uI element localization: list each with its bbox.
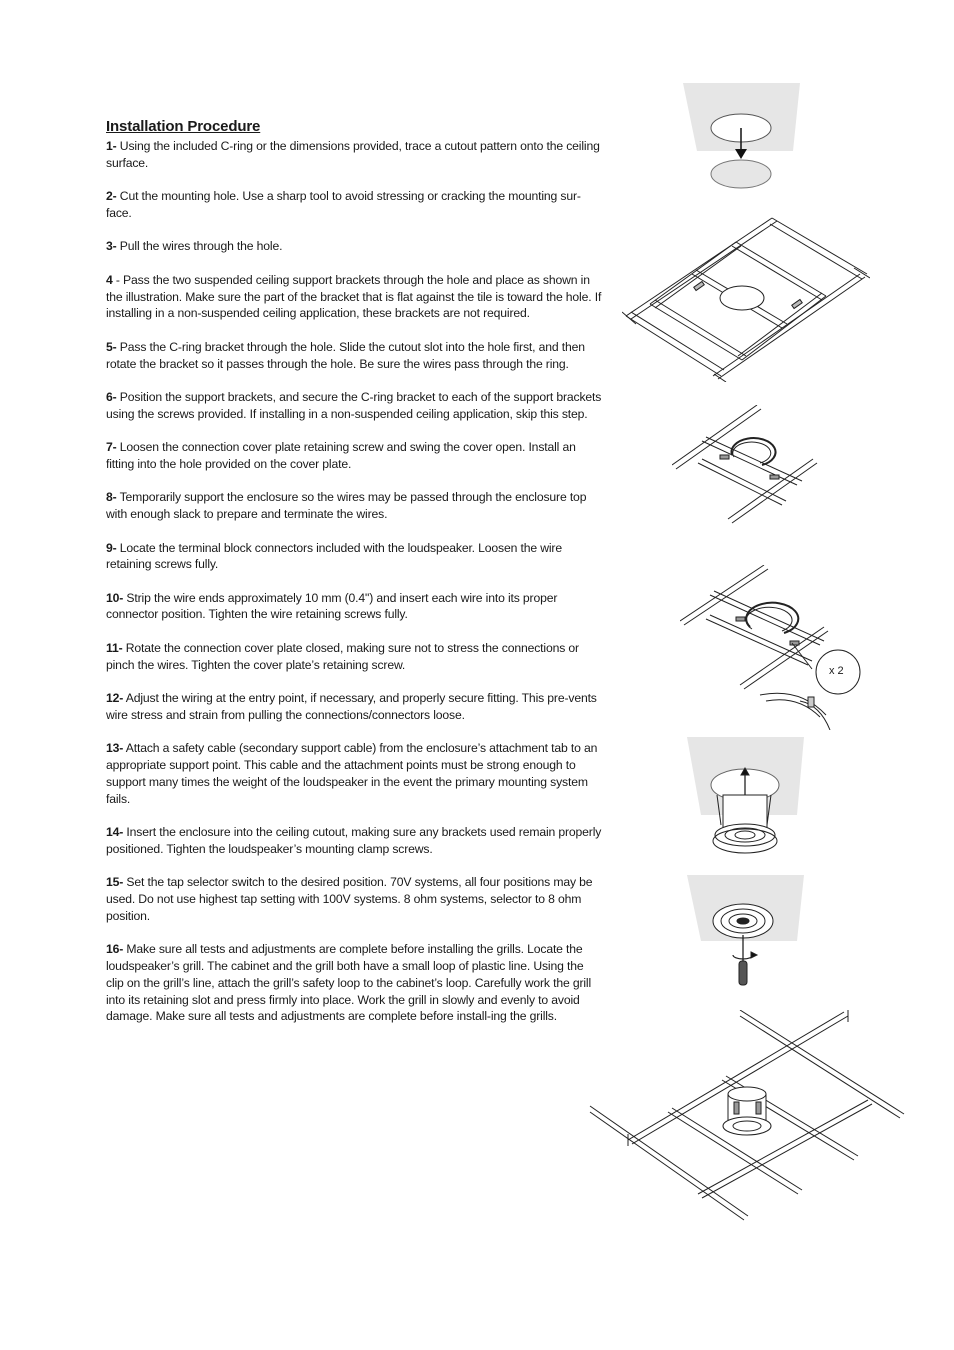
step-text: Temporarily support the enclosure so the wires may be passed through the enclosure top with enough slack to prepare and terminate the wires. xyxy=(106,490,587,522)
step-text: Loosen the connection cover plate retaining screw and swing the cover open. Install an fitting into the hole provided on the cover plate. xyxy=(106,440,576,471)
section-title: Installation Procedure xyxy=(106,118,261,135)
step-number: 3- xyxy=(106,239,117,254)
step-number: 12- xyxy=(106,691,124,706)
step-15 xyxy=(106,874,602,924)
step-11 xyxy=(106,640,602,674)
step-number: 4 xyxy=(106,272,113,287)
step-number: 7- xyxy=(106,440,117,455)
figure-tighten-screws xyxy=(687,875,805,993)
step-text: Using the included C-ring or the dimensions provided, trace a cutout pattern onto the ceiling surface. xyxy=(106,139,600,170)
step-text: Make sure all tests and adjustments are complete before installing the grills. Locate the loudspeaker’s grill. The cabinet and the grill both have a small loop of plastic line. Using the clip on the grill’s line, attach the grill’s safety loop to the cabinet’s loop. Carefully work the grill into its retaining slot and press firmly into place. Work the grill in slowly and evenly to avoid damage. Make sure all tests and adjustments are complete before install-ing the grills. xyxy=(106,942,592,1024)
step-7 xyxy=(106,439,602,473)
screw-count-label: x 2 xyxy=(829,665,844,677)
step-13 xyxy=(106,740,602,807)
step-14 xyxy=(106,824,602,858)
step-9 xyxy=(106,540,602,574)
step-number: 9- xyxy=(106,540,117,555)
step-text: Locate the terminal block connectors included with the loudspeaker. Loosen the wire retaining screws fully. xyxy=(106,540,562,572)
step-text: Pull the wires through the hole. xyxy=(119,239,283,254)
step-text: Position the support brackets, and secure the C-ring bracket to each of the support brackets using the screws provided. If installing in a non-suspended ceiling application, skip this step. xyxy=(106,389,602,421)
step-3 xyxy=(106,238,602,255)
step-number: 15- xyxy=(106,875,124,890)
step-number: 1- xyxy=(106,139,117,153)
step-number: 2- xyxy=(106,189,117,204)
step-4 xyxy=(106,272,602,322)
figure-cut-hole xyxy=(683,83,801,193)
figure-c-ring xyxy=(672,405,822,525)
step-16 xyxy=(106,941,602,1025)
step-text: Insert the enclosure into the ceiling cutout, making sure any brackets used remain properly positioned. Tighten the loudspeaker’s mounting clamp screws. xyxy=(106,825,602,856)
step-text: Adjust the wiring at the entry point, if necessary, and properly secure fitting. This pre-vents wire stress and strain from pulling the connections/connectors loose. xyxy=(106,691,597,722)
step-text: Attach a safety cable (secondary support cable) from the enclosure’s attachment tab to an appropriate support point. This cable and the attachment points must be strong enough to support many times the weight of the loudspeaker in the event the primary mounting system fails. xyxy=(106,741,598,806)
step-8 xyxy=(106,489,602,523)
step-6 xyxy=(106,389,602,423)
step-number: 16- xyxy=(106,942,124,957)
figure-support-brackets xyxy=(622,216,870,382)
figure-installed-speaker xyxy=(588,1010,908,1222)
step-2 xyxy=(106,188,602,222)
step-number: 11- xyxy=(106,640,123,655)
step-text: Set the tap selector switch to the desired position. 70V systems, all four positions may be used. Do not use highest tap setting with 100V systems. 8 ohm systems, selector to 8 ohm position. xyxy=(106,875,593,923)
step-10 xyxy=(106,590,602,624)
instructions-column xyxy=(106,117,602,1042)
step-number: 14- xyxy=(106,825,124,840)
step-number: 5- xyxy=(106,339,117,354)
step-text: Pass the C-ring bracket through the hole. Slide the cutout slot into the hole first, and then rotate the bracket so it passes through the hole. Be sure the wires pass through the ring. xyxy=(106,339,585,371)
figure-secure-screws xyxy=(680,565,864,730)
step-number: 10- xyxy=(106,590,124,605)
step-text: Strip the wire ends approximately 10 mm (0.4") and insert each wire into its proper connector position. Tighten the wire retaining screws fully. xyxy=(106,590,558,622)
step-text: - Pass the two suspended ceiling support brackets through the hole and place as shown in the illustration. Make sure the part of the bracket that is flat against the tile is toward the hole. If installing in a non-suspended ceiling application, these brackets are not required. xyxy=(106,272,602,321)
figure-enclosure-wires xyxy=(687,737,805,855)
step-number: 6- xyxy=(106,389,117,404)
steps-list xyxy=(106,138,602,1025)
step-12 xyxy=(106,690,602,724)
step-text: Cut the mounting hole. Use a sharp tool to avoid stressing or cracking the mounting sur-face. xyxy=(106,189,581,220)
step-text: Rotate the connection cover plate closed, making sure not to stress the connections or pinch the wires. Tighten the cover plate’s retaining screw. xyxy=(106,640,579,672)
step-1 xyxy=(106,138,602,172)
step-5 xyxy=(106,339,602,373)
step-number: 8- xyxy=(106,490,117,505)
step-number: 13- xyxy=(106,741,124,756)
